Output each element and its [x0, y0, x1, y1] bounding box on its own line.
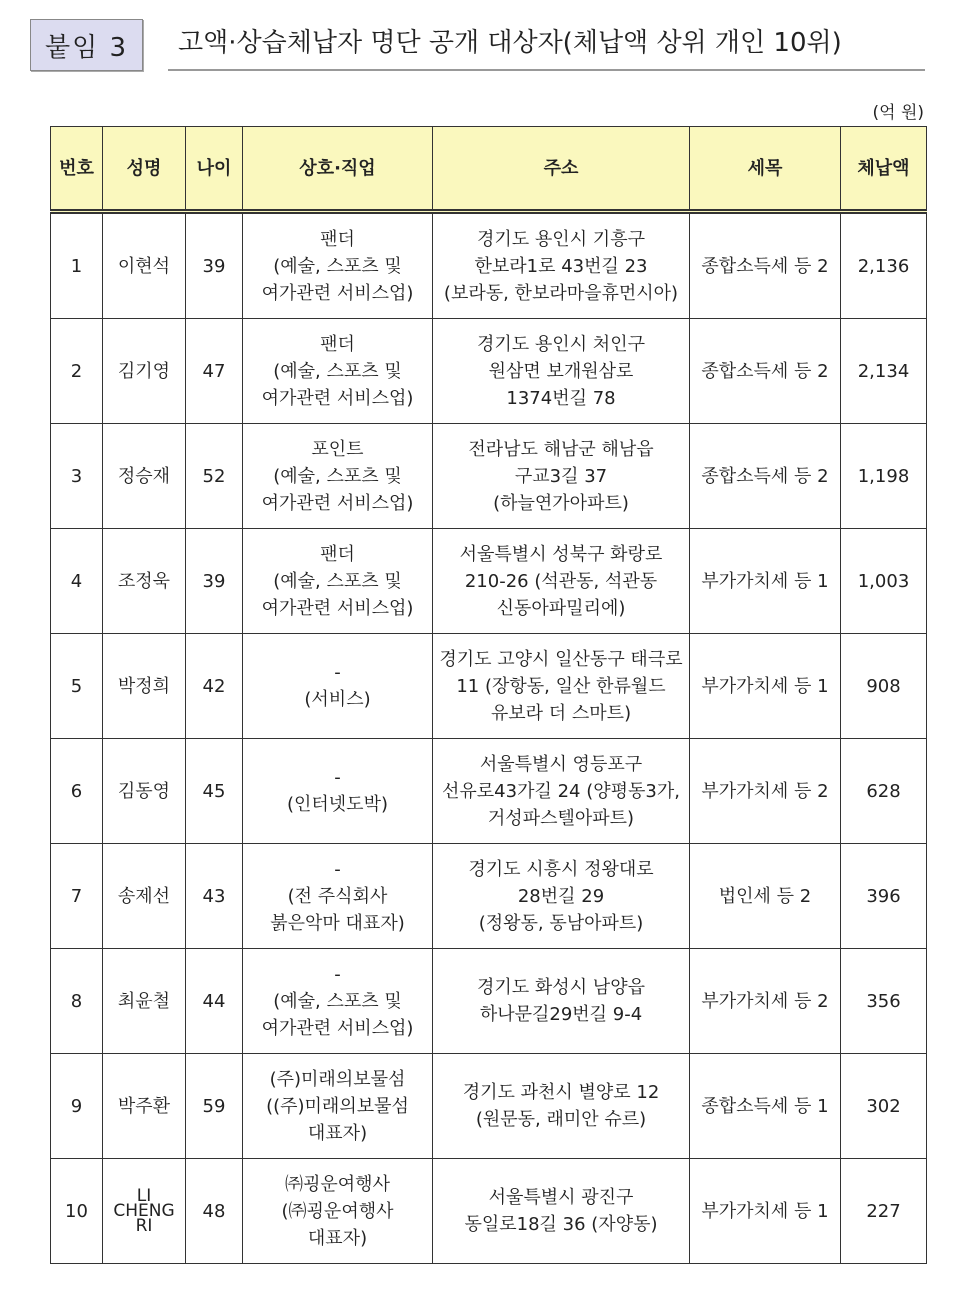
tax-type: 종합소득세 등 2 [690, 212, 841, 319]
business-occupation-line: 대표자) [307, 1122, 368, 1144]
business-occupation-line: (예술, 스포츠 및 [273, 570, 402, 592]
header-number: 번호 [51, 127, 103, 212]
business-occupation-line: (서비스) [304, 689, 371, 710]
business-occupation-line: 붉은악마 대표자) [270, 912, 405, 934]
row-number: 10 [51, 1159, 103, 1264]
taxpayer-name-line: 김기영 [117, 360, 171, 382]
business-occupation-line: 팬더 [320, 228, 355, 250]
delinquent-amount: 2,136 [841, 212, 927, 319]
taxpayer-name [103, 1054, 186, 1159]
delinquent-amount: 908 [841, 634, 927, 739]
business-occupation-line: (예술, 스포츠 및 [273, 990, 402, 1012]
business-occupation-line: - [334, 767, 341, 788]
page-title: 고액·상습체납자 명단 공개 대상자(체납액 상위 개인 10위) [178, 28, 842, 58]
table-row [51, 1159, 927, 1264]
tax-type: 종합소득세 등 2 [690, 319, 841, 424]
business-occupation-line: (인터넷도박) [287, 794, 388, 815]
taxpayer-name-line: LI [136, 1185, 152, 1206]
table-row [51, 844, 927, 949]
delinquent-amount: 227 [841, 1159, 927, 1264]
business-occupation-line: (예술, 스포츠 및 [273, 360, 402, 382]
address [433, 424, 690, 529]
tax-type: 부가가치세 등 2 [690, 739, 841, 844]
business-occupation-line: 여가관련 서비스업) [261, 387, 414, 409]
business-occupation-line: 여가관련 서비스업) [261, 1017, 414, 1039]
delinquent-taxpayer-table [50, 126, 927, 1264]
address [433, 1159, 690, 1264]
address-line: 11 (장항동, 일산 한류월드 [456, 675, 666, 697]
taxpayer-name-line: 이현석 [117, 255, 171, 277]
row-number: 9 [51, 1054, 103, 1159]
address [433, 1054, 690, 1159]
row-number: 3 [51, 424, 103, 529]
address-line: 서울특별시 영등포구 [479, 753, 643, 775]
address-line: (보라동, 한보라마을휴먼시아) [443, 282, 679, 304]
delinquent-amount: 628 [841, 739, 927, 844]
address-line: (정왕동, 동남아파트) [478, 912, 644, 934]
taxpayer-name-line: CHENG [113, 1200, 175, 1221]
address [433, 634, 690, 739]
address-line: 유보라 더 스마트) [490, 702, 632, 724]
taxpayer-name-line: RI [135, 1215, 153, 1236]
row-number: 1 [51, 212, 103, 319]
row-number: 2 [51, 319, 103, 424]
address-line: 경기도 고양시 일산동구 태극로 [439, 648, 683, 670]
taxpayer-age: 47 [186, 319, 243, 424]
taxpayer-age: 52 [186, 424, 243, 529]
address-line: 경기도 과천시 별양로 12 [462, 1082, 660, 1103]
taxpayer-name-line: 정승재 [117, 465, 171, 487]
address-line: (원문동, 래미안 슈르) [475, 1109, 647, 1130]
taxpayer-age: 39 [186, 529, 243, 634]
delinquent-amount: 1,003 [841, 529, 927, 634]
business-occupation-line: ((주)미래의보물섬 [266, 1095, 409, 1117]
taxpayer-age: 59 [186, 1054, 243, 1159]
address-line: 선유로43가길 24 (양평동3가, [442, 780, 680, 802]
table-row [51, 424, 927, 529]
business-occupation [243, 949, 433, 1054]
business-occupation [243, 1054, 433, 1159]
address-line: 서울특별시 성북구 화랑로 [459, 543, 663, 565]
table-header-row [51, 127, 927, 212]
taxpayer-age: 42 [186, 634, 243, 739]
header-tax-type: 세목 [690, 127, 841, 212]
taxpayer-name-line: 김동영 [117, 780, 171, 802]
taxpayer-age: 44 [186, 949, 243, 1054]
business-occupation-line: 여가관련 서비스업) [261, 492, 414, 514]
taxpayer-age: 45 [186, 739, 243, 844]
address-line: 구교3길 37 [514, 465, 608, 487]
address-line: 경기도 화성시 남양읍 [477, 977, 645, 998]
address-line: 거성파스텔아파트) [487, 807, 635, 829]
taxpayer-name [103, 949, 186, 1054]
business-occupation-line: - [334, 963, 341, 985]
address-line: 경기도 시흥시 정왕대로 [468, 858, 654, 880]
address [433, 529, 690, 634]
table-row [51, 1054, 927, 1159]
title-underline [168, 69, 925, 71]
business-occupation-line: (전 주식회사 [287, 885, 388, 907]
address [433, 212, 690, 319]
unit-label: (억 원) [872, 103, 924, 123]
delinquent-amount: 2,134 [841, 319, 927, 424]
business-occupation-line: - [334, 858, 341, 880]
taxpayer-name [103, 212, 186, 319]
business-occupation [243, 529, 433, 634]
taxpayer-age: 43 [186, 844, 243, 949]
header-address: 주소 [433, 127, 690, 212]
table-row [51, 634, 927, 739]
taxpayer-name [103, 529, 186, 634]
delinquent-amount: 302 [841, 1054, 927, 1159]
header-business: 상호·직업 [243, 127, 433, 212]
tax-type: 법인세 등 2 [690, 844, 841, 949]
address-line: 210-26 (석관동, 석관동 [464, 570, 658, 592]
address [433, 739, 690, 844]
business-occupation-line: (예술, 스포츠 및 [273, 255, 402, 277]
address-line: 28번길 29 [517, 885, 605, 907]
header-amount: 체납액 [841, 127, 927, 212]
delinquent-amount: 356 [841, 949, 927, 1054]
taxpayer-name-line: 박주환 [117, 1095, 171, 1117]
row-number: 5 [51, 634, 103, 739]
taxpayer-name [103, 424, 186, 529]
business-occupation-line: (예술, 스포츠 및 [273, 465, 402, 487]
taxpayer-name [103, 319, 186, 424]
taxpayer-name [103, 844, 186, 949]
address [433, 844, 690, 949]
address-line: (하늘연가아파트) [493, 492, 629, 514]
table-row [51, 319, 927, 424]
address-line: 동일로18길 36 (자양동) [464, 1214, 658, 1235]
business-occupation-line: (㈜굉운여행사 [281, 1200, 394, 1222]
business-occupation-line: - [334, 662, 341, 683]
business-occupation [243, 844, 433, 949]
row-number: 7 [51, 844, 103, 949]
row-number: 8 [51, 949, 103, 1054]
table-row [51, 212, 927, 319]
tax-type: 부가가치세 등 1 [690, 1159, 841, 1264]
table-row [51, 529, 927, 634]
delinquent-amount: 1,198 [841, 424, 927, 529]
taxpayer-name [103, 739, 186, 844]
taxpayer-name [103, 634, 186, 739]
header-age: 나이 [186, 127, 243, 212]
table-row [51, 739, 927, 844]
address-line: 한보라1로 43번길 23 [474, 255, 648, 277]
table-row [51, 949, 927, 1054]
business-occupation-line: 여가관련 서비스업) [261, 282, 414, 304]
address [433, 949, 690, 1054]
taxpayer-age: 48 [186, 1159, 243, 1264]
address-line: 신동아파밀리에) [496, 597, 626, 619]
business-occupation [243, 739, 433, 844]
tax-type: 부가가치세 등 1 [690, 634, 841, 739]
business-occupation-line: ㈜굉운여행사 [285, 1173, 390, 1195]
business-occupation-line: 팬더 [320, 333, 355, 355]
address-line: 경기도 용인시 기흥구 [477, 228, 645, 250]
taxpayer-name-line: 송제선 [117, 885, 171, 907]
business-occupation-line: 팬더 [320, 543, 355, 565]
business-occupation [243, 634, 433, 739]
address [433, 319, 690, 424]
business-occupation-line: (주)미래의보물섬 [269, 1068, 406, 1090]
tax-type: 종합소득세 등 1 [690, 1054, 841, 1159]
row-number: 4 [51, 529, 103, 634]
tax-type: 종합소득세 등 2 [690, 424, 841, 529]
attachment-badge: 붙임 3 [30, 19, 143, 71]
address-line: 원삼면 보개원삼로 [488, 360, 634, 382]
header-name: 성명 [103, 127, 186, 212]
delinquent-amount: 396 [841, 844, 927, 949]
taxpayer-name [103, 1159, 186, 1264]
business-occupation [243, 319, 433, 424]
business-occupation-line: 대표자) [307, 1227, 368, 1249]
taxpayer-age: 39 [186, 212, 243, 319]
taxpayer-name-line: 박정희 [117, 675, 171, 697]
address-line: 하나문길29번길 9-4 [479, 1004, 643, 1025]
business-occupation [243, 424, 433, 529]
taxpayer-name-line: 조정욱 [117, 570, 171, 592]
taxpayer-name-line: 최윤철 [117, 990, 171, 1012]
business-occupation [243, 1159, 433, 1264]
row-number: 6 [51, 739, 103, 844]
business-occupation-line: 포인트 [311, 438, 364, 460]
address-line: 서울특별시 광진구 [488, 1187, 634, 1208]
address-line: 1374번길 78 [506, 387, 616, 409]
business-occupation [243, 212, 433, 319]
tax-type: 부가가치세 등 2 [690, 949, 841, 1054]
business-occupation-line: 여가관련 서비스업) [261, 597, 414, 619]
address-line: 전라남도 해남군 해남읍 [468, 438, 654, 460]
tax-type: 부가가치세 등 1 [690, 529, 841, 634]
address-line: 경기도 용인시 처인구 [477, 333, 645, 355]
